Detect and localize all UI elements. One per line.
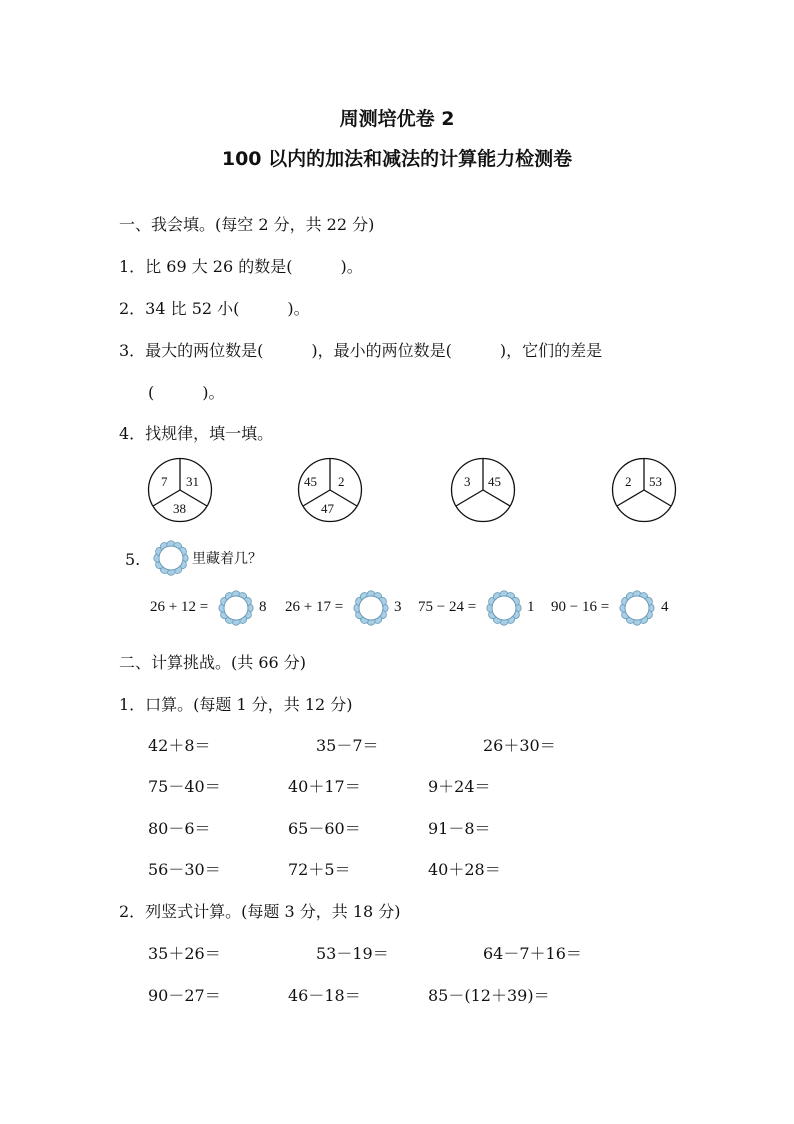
q5-equation-1: 26 + 12 = bbox=[150, 599, 209, 615]
pattern-circle-4 bbox=[611, 457, 677, 523]
part2-heading: 2．列竖式计算。(每题 3 分，共 18 分) bbox=[119, 902, 401, 921]
oral-calc-item: 9＋24＝ bbox=[428, 777, 491, 796]
circle-2-bottom: 47 bbox=[321, 501, 334, 516]
oral-calc-item: 75－40＝ bbox=[148, 777, 221, 796]
circle-1-left: 7 bbox=[161, 474, 168, 489]
q5-equation-2: 26 + 17 = bbox=[285, 599, 344, 615]
vertical-calc-item: 35＋26＝ bbox=[148, 944, 221, 963]
question-2: 2．34 比 52 小( )。 bbox=[119, 299, 310, 318]
pattern-circle-2 bbox=[297, 457, 363, 523]
q5-equation-3: 75 − 24 = bbox=[418, 599, 477, 615]
q5-digit-2: 3 bbox=[394, 599, 402, 615]
oral-calc-item: 40＋17＝ bbox=[288, 777, 361, 796]
question-3-line2: ( )。 bbox=[148, 383, 225, 402]
oral-calc-item: 35－7＝ bbox=[316, 736, 379, 755]
vertical-calc-item: 64－7＋16＝ bbox=[483, 944, 582, 963]
part1-heading: 1．口算。(每题 1 分，共 12 分) bbox=[119, 695, 353, 714]
flower-icon bbox=[153, 540, 189, 580]
oral-calc-item: 40＋28＝ bbox=[428, 860, 501, 879]
q5-equation-4: 90 − 16 = bbox=[551, 599, 610, 615]
page-subtitle: 100 以内的加法和减法的计算能力检测卷 bbox=[221, 148, 573, 170]
vertical-calc-item: 53－19＝ bbox=[316, 944, 389, 963]
question-3-line1: 3．最大的两位数是( )，最小的两位数是( )，它们的差是 bbox=[119, 341, 603, 360]
oral-calc-item: 26＋30＝ bbox=[483, 736, 556, 755]
pattern-circle-1 bbox=[147, 457, 213, 523]
oral-calc-item: 91－8＝ bbox=[428, 819, 491, 838]
question-4: 4．找规律，填一填。 bbox=[119, 424, 274, 443]
section1-heading: 一、我会填。(每空 2 分，共 22 分) bbox=[119, 215, 375, 234]
flower-blank-3[interactable] bbox=[486, 590, 522, 630]
pattern-circle-3 bbox=[450, 457, 516, 523]
vertical-calc-item: 90－27＝ bbox=[148, 986, 221, 1005]
question-1: 1．比 69 大 26 的数是( )。 bbox=[119, 257, 363, 276]
q5-digit-4: 4 bbox=[661, 599, 669, 615]
oral-calc-item: 56－30＝ bbox=[148, 860, 221, 879]
oral-calc-item: 65－60＝ bbox=[288, 819, 361, 838]
oral-calc-item: 72＋5＝ bbox=[288, 860, 351, 879]
question-5-number: 5. bbox=[125, 550, 141, 569]
oral-calc-item: 42＋8＝ bbox=[148, 736, 211, 755]
circle-3-left: 3 bbox=[464, 474, 471, 489]
section2-heading: 二、计算挑战。(共 66 分) bbox=[119, 653, 307, 672]
oral-calc-item: 80－6＝ bbox=[148, 819, 211, 838]
circle-3-right: 45 bbox=[488, 474, 501, 489]
circle-2-left: 45 bbox=[304, 474, 317, 489]
flower-blank-2[interactable] bbox=[353, 590, 389, 630]
circle-4-right: 53 bbox=[649, 474, 662, 489]
circle-1-right: 31 bbox=[186, 474, 199, 489]
q5-digit-3: 1 bbox=[527, 599, 535, 615]
vertical-calc-item: 85－(12＋39)＝ bbox=[428, 986, 550, 1005]
circle-4-left: 2 bbox=[625, 474, 632, 489]
page-title: 周测培优卷 2 bbox=[339, 108, 455, 130]
question-5-text: 里藏着几？ bbox=[192, 551, 262, 567]
flower-blank-4[interactable] bbox=[619, 590, 655, 630]
vertical-calc-item: 46－18＝ bbox=[288, 986, 361, 1005]
q5-digit-1: 8 bbox=[259, 599, 267, 615]
flower-blank-1[interactable] bbox=[218, 590, 254, 630]
circle-1-bottom: 38 bbox=[173, 501, 186, 516]
circle-2-right: 2 bbox=[338, 474, 345, 489]
